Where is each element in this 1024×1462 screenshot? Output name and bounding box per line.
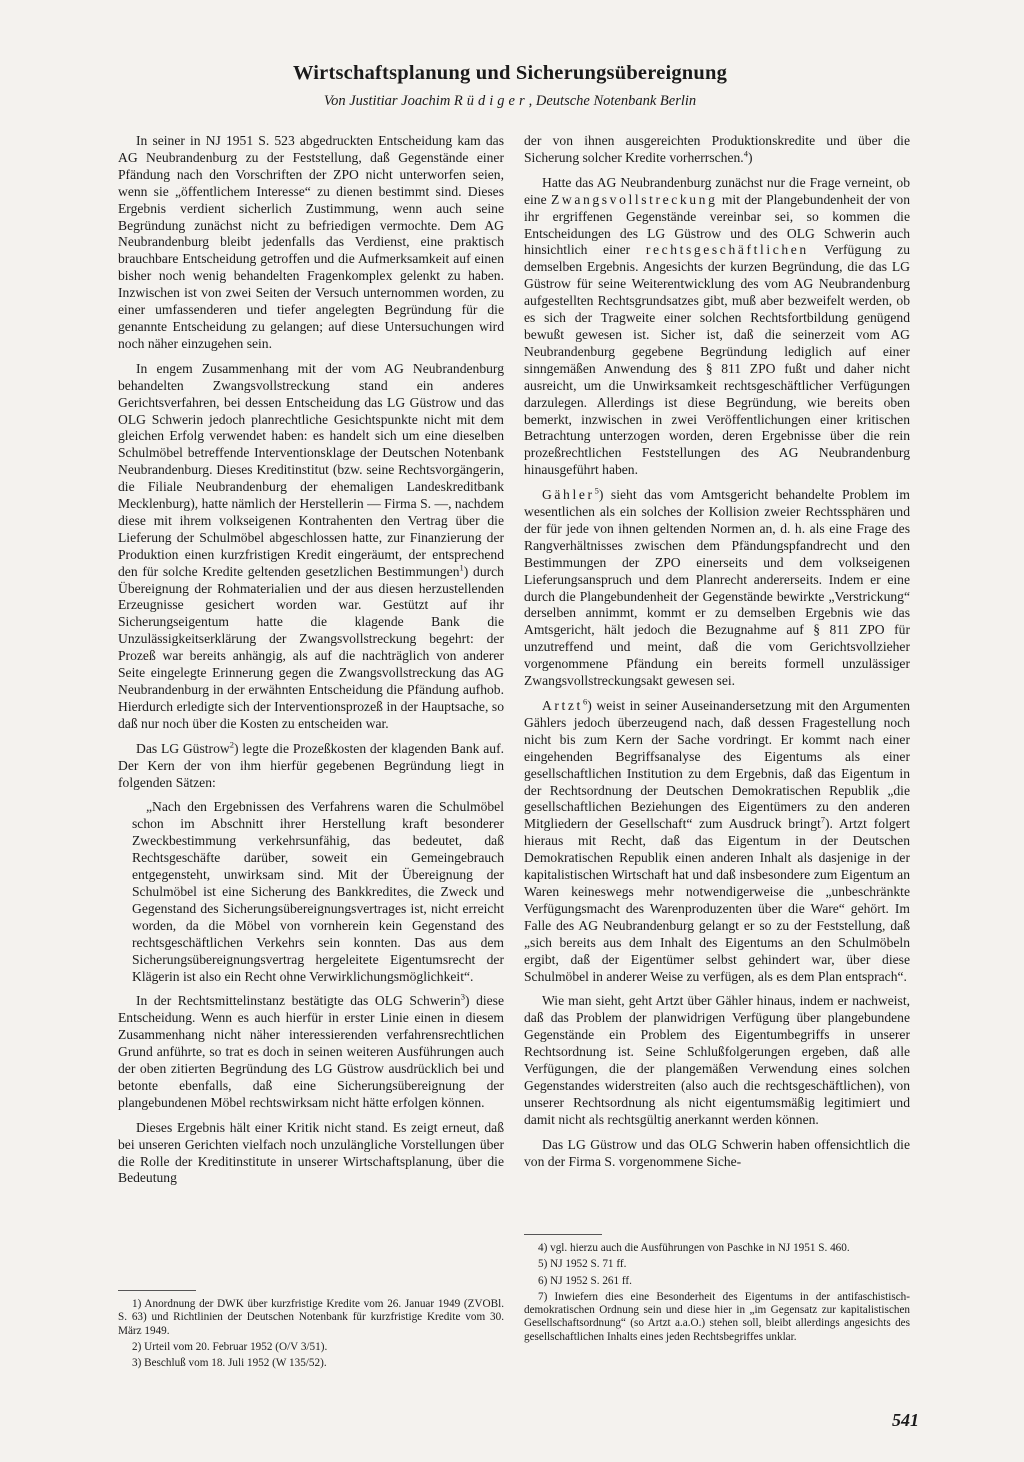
footnote-ref: 6 bbox=[582, 696, 588, 707]
footnote-ref: 3 bbox=[460, 991, 465, 1002]
footnotes-right bbox=[524, 1242, 910, 1347]
paragraph bbox=[118, 361, 504, 733]
footnote: 7) Inwiefern dies eine Besonderheit des Eigentums in der antifaschistisch-demokratischen Ordnung sein und diese hier in „im Gegensatz zur kapitalistischen Gesellschaftsordnung“ (so Artzt a.a.O.) stehen soll, bleibt allerdings angesichts des gesellschaftlichen Inhalts eines jeden Rechtsbegriffes unklar. bbox=[524, 1290, 910, 1343]
footnote: 1) Anordnung der DWK über kurzfristige Kredite vom 26. Januar 1949 (ZVOBl. S. 63) und Richtlinien der Deutschen Notenbank für kurzfristige Kredite vom 30. März 1949. bbox=[118, 1298, 504, 1337]
footnote: 6) NJ 1952 S. 261 ff. bbox=[538, 1274, 632, 1287]
paragraph bbox=[118, 741, 504, 792]
page-number: 541 bbox=[892, 1410, 919, 1430]
paragraph bbox=[118, 993, 504, 1111]
paragraph-text: ) durch Übereignung der Rohmaterialien und der aus diesen herzustellenden Erzeugnisse gesichert worden war. Gestützt auf ihr Sicherungseigentum hatte die klagende Bank die Unzulässigkeitserklärung der Zwangsvollstreckung begehrt: der Prozeß war bereits anhängig, als auf die nachträglich von anderer Seite eingelegte Erinnerung gegen die Zwangsvollstreckung das AG Neubrandenburg in der erwähnten Entscheidung die Pfändung aufhob. Hierdurch erledigte sich der Interventionsprozeß in der Hauptsache, so daß nur noch über die Kosten zu entscheiden war. bbox=[118, 563, 504, 731]
footnote: 3) Beschluß vom 18. Juli 1952 (W 135/52). bbox=[132, 1357, 327, 1370]
paragraph-text: ). Artzt folgert hieraus mit Recht, daß das Eigentum in der Deutschen Demokratischen Republik einen anderen Inhalt als dasjenige in der kapitalistischen Wirtschaft hat und daß insbesondere zum Eigentum an Waren keineswegs mehr notwendigerweise die „unbeschränkte Verfügungsmacht des Warenproduzenten über die Ware“ gehört. Im Falle des AG Neubrandenburg gelangt er so zu der Feststellung, daß „sich bereits aus dem Inhalt des Eigentums an den Schulmöbeln ergibt, daß der Eigentümer selbst gehindert war, über diese Schulmöbel in anderer Weise zu verfügen, als es dem Plan entsprach“. bbox=[524, 816, 910, 984]
footnote-ref: 5 bbox=[594, 485, 599, 496]
footnote-divider bbox=[118, 1290, 196, 1291]
footnote: 2) Urteil vom 20. Februar 1952 (O/V 3/51). bbox=[132, 1340, 328, 1353]
author-name: Rüdiger bbox=[453, 93, 529, 109]
footnotes-left bbox=[118, 1298, 504, 1373]
paragraph: Dieses Ergebnis hält einer Kritik nicht stand. Es zeigt erneut, daß bei unseren Gerichten vielfach noch unzulängliche Vorstellungen über die Rolle der Kreditinstitute in unserer Wirtschaftsplanung, über die Bedeutung bbox=[118, 1119, 504, 1186]
footnote: 4) vgl. hierzu auch die Ausführungen von Paschke in NJ 1951 S. 460. bbox=[538, 1242, 850, 1254]
paragraph bbox=[524, 133, 910, 167]
paragraph-text: Verfügung zu demselben Ergebnis. Angesichts der kurzen Begründung, die das LG Güstrow für seine Weiterentwicklung des vom AG Neubrandenburg aufgestellten Rechtsgrundsatzes gibt, muß aber bezweifelt werden, ob es sich der Tragweite einer solchen Rechtsfortbildung genügend bewußt gewesen ist. Sicher ist, daß die seinerzeit vom AG Neubrandenburg gegebene Begründung lediglich auf einer sinngemäßen Anwendung des § 811 ZPO fußt und daher nicht ausreicht, um die Unwirksamkeit rechtsgeschäftlicher Verfügungen darzulegen. Allerdings ist diese Begründung, wie bereits oben bemerkt, inzwischen in zwei Veröffentlichungen einer kritischen Betrachtung unterzogen worden, deren Ergebnisse über die rein prozeßrechtlichen Feststellungen des AG Neubrandenburg hinausgeführt haben. bbox=[524, 242, 910, 478]
paragraph-text: der von ihnen ausgereichten Produktionskredite und über die Sicherung solcher Kredite vorherrschen. bbox=[524, 133, 910, 165]
paragraph bbox=[524, 175, 910, 479]
spaced-emphasis: Zwangsvollstreckung bbox=[551, 191, 718, 207]
spaced-emphasis: rechtsgeschäftlichen bbox=[645, 242, 809, 258]
footnote-ref: 7 bbox=[820, 814, 826, 825]
block-quote: „Nach den Ergebnissen des Verfahrens waren die Schulmöbel schon im Abschnitt ihrer Herstellung kraft besonderer Zweckbestimmung verkehrsunfähig, das bedeutet, daß Rechtsgeschäfte darüber, soweit ein Gemeingebrauch entgegensteht, unwirksam sind. Mit der Übereignung der Schulmöbel ist eine Sicherung des Bankkredites, die Zweck und Gegenstand des Sicherungsübereignungsvertrages ist, nicht erreicht worden, da die Möbel von vornherein kein Gegenstand des rechtsgeschäftlichen Verkehrs sein konnten. Das aus dem Sicherungsübereignungsvertrag hergeleitete Eigentumsrecht der Klägerin ist also ein Recht ohne Verwirklichungsmöglichkeit“. bbox=[132, 799, 504, 984]
paragraph-text: In der Rechtsmittelinstanz bestätigte das OLG Schwerin bbox=[136, 993, 461, 1009]
paragraph: Wie man sieht, geht Artzt über Gähler hinaus, indem er nachweist, daß das Problem der planwidrigen Verfügung über plangebundene Gegenstände ein Problem des Eigentumbegriffs in unserer Rechtsordnung ist. Seine Schlußfolgerungen ergeben, daß alle Verfügungen, die der plangemäßen Verwendung eines solchen Gegenstandes widerstreiten (also auch die rechtsgeschäftlichen), von unserer Rechtsordnung als nicht eigentumsmäßig legitimiert und damit nicht als rechtsgültig anerkannt werden können. bbox=[524, 993, 910, 1127]
byline-suffix: , Deutsche Notenbank Berlin bbox=[528, 93, 697, 109]
paragraph-text: Das LG Güstrow bbox=[136, 740, 230, 756]
paragraph-text: In engem Zusammenhang mit der vom AG Neubrandenburg behandelten Zwangsvollstreckung stand ein anderes Gerichtsverfahren, bei dessen Entscheidung das LG Güstrow und das OLG Schwerin jedoch planrechtliche Gesichtspunkte nicht mit dem gleichen Erfolg verwendet haben: es handelt sich um eine dieselben Schulmöbel betreffende Interventionsklage der Deutschen Notenbank Neubrandenburg. Dieses Kreditinstitut (bzw. seine Rechtsvorgängerin, die Filiale Neubrandenburg der ehemaligen Landeskreditbank Mecklenburg), hatte nämlich der Herstellerin — Firma S. —, nachdem diese mit ihrem volkseigenen Kontrahenten den Vertrag über die Lieferung der Schulmöbel abgeschlossen hatte, zur Finanzierung der Produktion einen kurzfristigen Kredit eingeräumt, der entsprechend den für solche Kredite geltenden gesetzlichen Bestimmungen bbox=[118, 360, 504, 579]
footnote-ref: 1 bbox=[459, 562, 464, 573]
footnote-divider bbox=[524, 1234, 602, 1235]
article-title: Wirtschaftsplanung und Sicherungsübereignung bbox=[292, 62, 728, 84]
paragraph: In seiner in NJ 1951 S. 523 abgedruckten Entscheidung kam das AG Neubrandenburg zu der Feststellung, daß Gegenstände einer Pfändung nach den Vorschriften der ZPO nicht unterworfen seien, wenn sie „öffentlichem Interesse“ zu dienen bestimmt sind. Dieses Ergebnis verdient sicherlich Zustimmung, wenn auch seine Begründung zunächst nicht zu befriedigen vermochte. Dem AG Neubrandenburg bleibt jedenfalls das Verdienst, eine praktisch brauchbare Entscheidung getroffen und die Aufmerksamkeit auf einen bisher noch wenig behandelten Fragenkomplex gelenkt zu haben. Inzwischen ist von zwei Seiten der Versuch unternommen worden, zu einer umfassenderen und tiefer angelegten Begründung für die genannte Entscheidung zu gelangen; auf diese Untersuchungen wird noch näher einzugehen sein. bbox=[118, 133, 504, 351]
paragraph-text: ) weist in seiner Auseinandersetzung mit den Argumenten Gählers jedoch überzeugend nach, daß dessen Fragestellung noch nicht bis zum Kern der Sache vordringt. Er kommt nach einer eingehenden Begriffsanalyse des Eigentums als einer gesellschaftlichen Institution zu dem Ergebnis, daß das Eigentum in der Rechtsordnung der Deutschen Demokratischen Republik „die gesellschaftlichen Beziehungen des Eigentümers zu den anderen Mitgliedern der Gesellschaft“ zum Ausdruck bringt bbox=[524, 698, 910, 832]
paragraph-text: ) bbox=[747, 149, 753, 165]
paragraph: Das LG Güstrow und das OLG Schwerin haben offensichtlich die von der Firma S. vorgenommene Siche- bbox=[524, 1136, 910, 1169]
spaced-emphasis: Gähler bbox=[542, 487, 595, 503]
paragraph bbox=[524, 698, 910, 985]
footnote-ref: 4 bbox=[743, 148, 748, 159]
paragraph bbox=[524, 487, 910, 690]
right-column bbox=[524, 133, 910, 1178]
footnote: 5) NJ 1952 S. 71 ff. bbox=[538, 1258, 627, 1271]
left-column bbox=[118, 133, 504, 1195]
spaced-emphasis: Artzt bbox=[542, 698, 583, 713]
byline-prefix: Von Justitiar Joachim bbox=[323, 93, 454, 109]
paragraph-text: Hatte das AG Neubrandenburg zunächst nur die Frage verneint, ob eine bbox=[524, 174, 910, 207]
paragraph-text: mit der Plangebundenheit der von ihr ergriffenen Gegenstände vereinbar sei, so kommen die Entscheidungen des LG Güstrow und des OLG Schwerin auch hinsichtlich einer bbox=[524, 191, 911, 258]
paragraph-text: ) legte die Prozeßkosten der klagenden Bank auf. Der Kern der von ihm hierfür gegebenen Begründung liegt in folgenden Sätzen: bbox=[118, 740, 504, 790]
paragraph-text: ) sieht das vom Amtsgericht behandelte Problem im wesentlichen als ein solches der Kollision zweier Rechtssphären und der für jede von ihnen geltenden Normen an, d. h. als eine Frage des Rangverhältnisses zwischen dem Pfändungspfandrecht und den Bestimmungen der ZPO einerseits und dem volkseigenen Lieferungsanspruch und dem Planrecht andererseits. Indem er eine durch die Plangebundenheit der Gegenstände bewirkte „Verstrickung“ derselben annimmt, kommt er zu demselben Ergebnis wie das Amtsgericht, hält jedoch die Bezugnahme auf § 811 ZPO für unzutreffend und meint, daß die vom Gerichtsvollzieher vorgenommene Pfändung ein bereits formell unzulässiger Zwangsvollstreckungsakt gewesen sei. bbox=[524, 487, 910, 689]
footnote-ref: 2 bbox=[229, 739, 234, 750]
article-byline bbox=[150, 93, 870, 110]
paragraph-text: ) diese Entscheidung. Wenn es auch hierfür in erster Linie einen in diesem Zusammenhang nicht näher interessierenden verfahrensrechtlichen Grund anführte, so trat es doch in seinen weiteren Ausführungen auch der oben zitierten Begründung des LG Güstrow ausdrücklich bei und betonte ebenfalls, daß eine Sicherungsübereignung der plangebundenen Möbel rechtswirksam nicht hätte erfolgen können. bbox=[118, 993, 504, 1110]
